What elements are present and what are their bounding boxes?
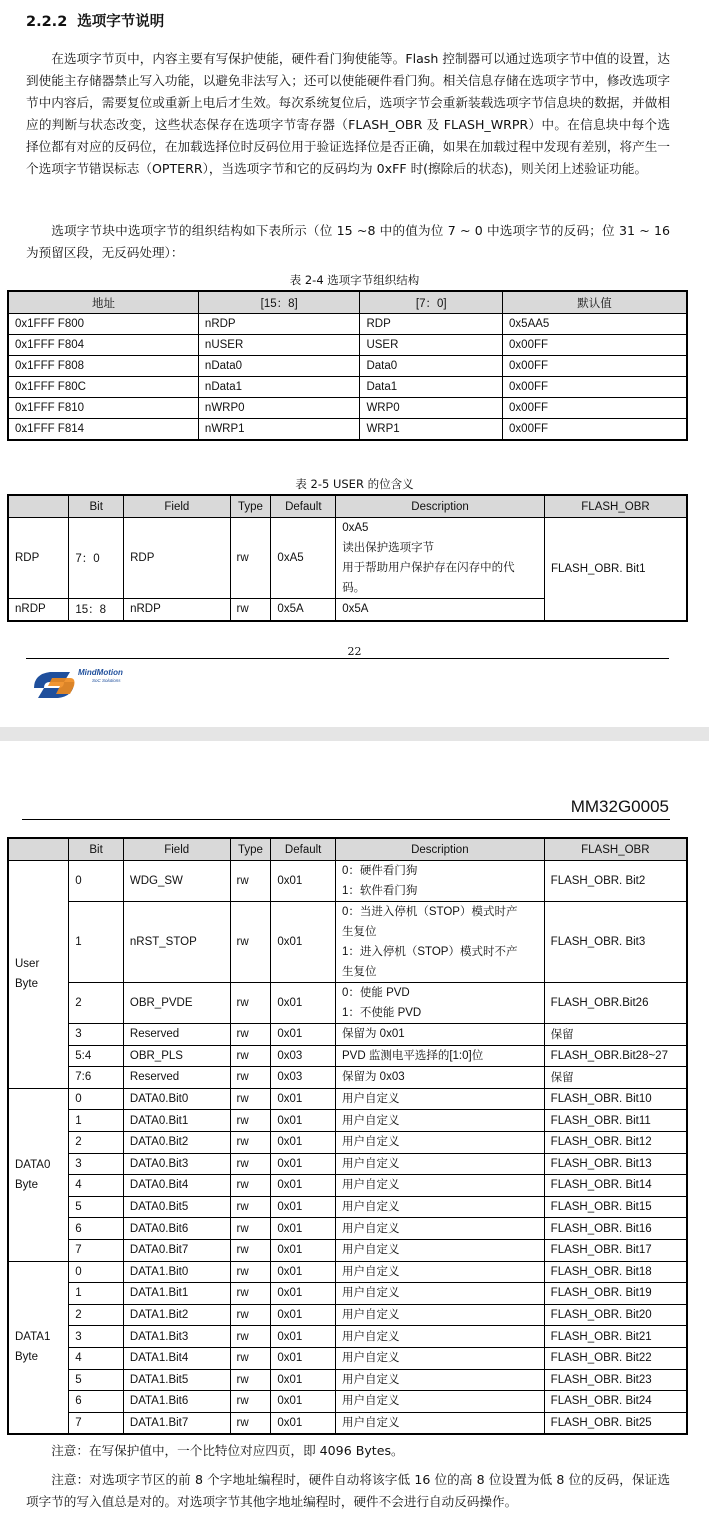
table-cell-default: 0x01 bbox=[271, 1347, 336, 1369]
table-cell-bit: 7 bbox=[69, 1412, 124, 1434]
table-cell-type: rw bbox=[230, 1218, 271, 1240]
table-cell-type: rw bbox=[230, 983, 271, 1024]
footer-rule bbox=[26, 658, 669, 659]
table-cell-bit: 1 bbox=[69, 1283, 124, 1305]
table-cell: nRDP bbox=[198, 314, 360, 335]
table-row bbox=[8, 1153, 687, 1175]
logo-tagline: SoC Solutions bbox=[92, 678, 121, 683]
table-cell-field: DATA0.Bit1 bbox=[123, 1110, 230, 1132]
description-line: 用户自定义 bbox=[341, 1373, 400, 1386]
table-row bbox=[8, 1412, 687, 1434]
table-cell-default: 0x01 bbox=[271, 1369, 336, 1391]
table-3-header: FLASH_OBR bbox=[544, 838, 687, 861]
description-line: 0x5A bbox=[342, 603, 369, 616]
table-cell-description bbox=[335, 1088, 544, 1110]
table-row bbox=[8, 1261, 687, 1283]
table-2-5-caption: 表 2-5 USER 的位含义 bbox=[295, 477, 414, 491]
table-cell-default: 0x01 bbox=[271, 1153, 336, 1175]
table-cell-default: 0x01 bbox=[271, 1088, 336, 1110]
description-line: 读出保护选项字节 bbox=[342, 542, 435, 554]
table-cell-field: nRDP bbox=[124, 599, 230, 621]
table-cell-bit: 7：0 bbox=[69, 518, 124, 599]
table-cell-bit: 4 bbox=[69, 1175, 124, 1197]
table-cell-description bbox=[335, 1391, 544, 1413]
table-cell-description bbox=[335, 1131, 544, 1153]
table-cell-bit: 15：8 bbox=[69, 599, 124, 621]
table-cell: WRP1 bbox=[360, 419, 503, 441]
table-2-4-header: [7：0] bbox=[360, 291, 503, 314]
table-row bbox=[8, 1024, 687, 1046]
description-line: 用户自定义 bbox=[341, 1201, 400, 1214]
table-3-header: Description bbox=[335, 838, 544, 861]
table-cell-bit: 6 bbox=[69, 1391, 124, 1413]
table-cell-description bbox=[335, 1153, 544, 1175]
group-name-line: User bbox=[15, 958, 40, 971]
table-cell-default: 0x01 bbox=[271, 1261, 336, 1283]
table-cell-field: DATA1.Bit7 bbox=[123, 1412, 230, 1434]
table-cell-type: rw bbox=[230, 1196, 271, 1218]
table-cell-field: DATA0.Bit6 bbox=[123, 1218, 230, 1240]
table-row bbox=[8, 1283, 687, 1305]
group-name-line: Byte bbox=[15, 978, 39, 991]
table-cell-bit: 0 bbox=[69, 1088, 124, 1110]
table-row bbox=[8, 377, 687, 398]
table-cell-obr: FLASH_OBR. Bit23 bbox=[544, 1369, 687, 1391]
description-line: 用户自定义 bbox=[341, 1330, 400, 1343]
description-line: 用户自定义 bbox=[341, 1244, 400, 1257]
table-cell-default: 0x01 bbox=[271, 1283, 336, 1305]
table-cell-default: 0x03 bbox=[271, 1045, 336, 1067]
table-cell: 0x00FF bbox=[503, 377, 687, 398]
table-2-4-header: [15：8] bbox=[198, 291, 360, 314]
table-cell-default: 0x01 bbox=[271, 1239, 336, 1261]
description-line: 用户自定义 bbox=[341, 1222, 400, 1235]
table-row bbox=[8, 1175, 687, 1197]
table-cell-description bbox=[335, 1024, 544, 1046]
description-line: 用户自定义 bbox=[341, 1136, 400, 1149]
row-group-cell: nRDP bbox=[8, 599, 69, 621]
table-cell-type: rw bbox=[230, 1304, 271, 1326]
table-row bbox=[8, 1326, 687, 1348]
table-cell-obr: FLASH_OBR. Bit18 bbox=[544, 1261, 687, 1283]
section-heading bbox=[26, 10, 164, 31]
table-cell-type: rw bbox=[230, 1283, 271, 1305]
table-cell: 0x00FF bbox=[503, 398, 687, 419]
description-line: 用户自定义 bbox=[341, 1114, 400, 1127]
table-2-5-header: Description bbox=[336, 495, 545, 518]
table-cell-field: DATA0.Bit5 bbox=[123, 1196, 230, 1218]
table-cell-default: 0x01 bbox=[271, 861, 336, 902]
table-cell-bit: 5 bbox=[69, 1369, 124, 1391]
description-line: PVD 监测电平选择的[1:0]位 bbox=[341, 1049, 484, 1062]
table-cell-description bbox=[335, 1239, 544, 1261]
user-data-bits-table bbox=[7, 837, 688, 1435]
table-cell-bit: 0 bbox=[69, 861, 124, 902]
table-3-header: Default bbox=[271, 838, 336, 861]
table-cell-default: 0x01 bbox=[271, 902, 336, 983]
table-cell-obr: FLASH_OBR. Bit16 bbox=[544, 1218, 687, 1240]
table-row bbox=[8, 1239, 687, 1261]
page-number: 22 bbox=[347, 645, 362, 658]
table-cell-obr: FLASH_OBR.Bit28~27 bbox=[544, 1045, 687, 1067]
table-2-5-header: Default bbox=[271, 495, 336, 518]
description-line: 0：硬件看门狗 bbox=[341, 865, 418, 877]
description-line: 1：软件看门狗 bbox=[341, 885, 418, 897]
table-cell: 0x1FFF F80C bbox=[8, 377, 198, 398]
table-cell-bit: 6 bbox=[69, 1218, 124, 1240]
table-row bbox=[8, 1304, 687, 1326]
section-title: 选项字节说明 bbox=[77, 14, 165, 30]
table-cell: 0x00FF bbox=[503, 419, 687, 441]
table-cell-type: rw bbox=[230, 599, 271, 621]
table-cell: WRP0 bbox=[360, 398, 503, 419]
table-cell-type: rw bbox=[230, 1153, 271, 1175]
description-line: 用户自定义 bbox=[341, 1179, 400, 1192]
table-cell-field: nRST_STOP bbox=[123, 902, 230, 983]
table-cell-bit: 5 bbox=[69, 1196, 124, 1218]
description-line: 0：当进入停机（STOP）模式时产 bbox=[341, 906, 518, 918]
table-cell-type: rw bbox=[230, 1412, 271, 1434]
table-cell-default: 0x01 bbox=[271, 1391, 336, 1413]
description-line: 用户自定义 bbox=[341, 1352, 400, 1365]
table-cell-field: DATA1.Bit0 bbox=[123, 1261, 230, 1283]
description-line: 1：不使能 PVD bbox=[341, 1007, 422, 1019]
table-cell-field: DATA0.Bit3 bbox=[123, 1153, 230, 1175]
table-2-4-header: 地址 bbox=[8, 291, 198, 314]
description-line: 用户自定义 bbox=[341, 1395, 400, 1408]
table-cell-type: rw bbox=[230, 1391, 271, 1413]
table-2-5-header: Type bbox=[230, 495, 271, 518]
table-cell: 0x1FFF F808 bbox=[8, 356, 198, 377]
table-cell-field: DATA1.Bit4 bbox=[123, 1347, 230, 1369]
group-name-line: DATA1 bbox=[15, 1331, 51, 1344]
table-cell-type: rw bbox=[230, 1326, 271, 1348]
table-cell-field: Reserved bbox=[123, 1024, 230, 1046]
table-cell-field: OBR_PVDE bbox=[123, 983, 230, 1024]
table-cell: 0x1FFF F810 bbox=[8, 398, 198, 419]
group-name-line: DATA0 bbox=[15, 1158, 51, 1171]
header-rule bbox=[22, 819, 670, 820]
table-cell-obr: FLASH_OBR. Bit20 bbox=[544, 1304, 687, 1326]
table-cell-bit: 2 bbox=[69, 983, 124, 1024]
note-auto-complement: 注意：对选项字节区的前 8 个字地址编程时，硬件自动将该字低 16 位的高 8 位设置为低 8 位的反码，保证选项字节的写入值总是对的。对选项字节其他字地址编程时，硬件不会进行自动反码操作。 bbox=[26, 1472, 670, 1509]
table-cell-obr: FLASH_OBR.Bit26 bbox=[544, 983, 687, 1024]
table-row bbox=[8, 1369, 687, 1391]
table-cell: USER bbox=[360, 335, 503, 356]
table-cell-obr: FLASH_OBR. Bit15 bbox=[544, 1196, 687, 1218]
table-row bbox=[8, 1131, 687, 1153]
table-cell-bit: 0 bbox=[69, 1261, 124, 1283]
table-cell-bit: 7:6 bbox=[69, 1067, 124, 1089]
table-cell-description bbox=[335, 983, 544, 1024]
table-cell-description bbox=[335, 1261, 544, 1283]
table-cell-default: 0x01 bbox=[271, 1024, 336, 1046]
table-cell: 0x1FFF F800 bbox=[8, 314, 198, 335]
table-3-header: Bit bbox=[69, 838, 124, 861]
description-line: 生复位 bbox=[341, 966, 377, 978]
table-cell-bit: 3 bbox=[69, 1024, 124, 1046]
table-cell-default: 0x5A bbox=[271, 599, 336, 621]
table-cell-obr: FLASH_OBR. Bit21 bbox=[544, 1326, 687, 1348]
table-cell-type: rw bbox=[230, 902, 271, 983]
table-cell-description bbox=[335, 1175, 544, 1197]
table-cell-type: rw bbox=[230, 1110, 271, 1132]
table-cell-obr: FLASH_OBR. Bit13 bbox=[544, 1153, 687, 1175]
table-cell-description bbox=[335, 1067, 544, 1089]
paragraph-structure: 选项字节块中选项字节的组织结构如下表所示（位 15 ~8 中的值为位 7 ~ 0 中选项字节的反码；位 31 ~ 16 为预留区段，无反码处理）： bbox=[26, 223, 670, 260]
table-cell-field: RDP bbox=[124, 518, 230, 599]
table-2-4-caption: 表 2-4 选项字节组织结构 bbox=[289, 273, 420, 287]
table-cell-field: DATA0.Bit4 bbox=[123, 1175, 230, 1197]
table-row bbox=[8, 1045, 687, 1067]
table-cell-description bbox=[335, 1196, 544, 1218]
table-cell-obr: FLASH_OBR. Bit12 bbox=[544, 1131, 687, 1153]
table-cell: nData0 bbox=[198, 356, 360, 377]
table-3-header bbox=[8, 838, 69, 861]
table-cell-field: DATA1.Bit1 bbox=[123, 1283, 230, 1305]
table-cell-default: 0x01 bbox=[271, 1326, 336, 1348]
page-22 bbox=[0, 0, 709, 727]
table-cell-obr: FLASH_OBR. Bit22 bbox=[544, 1347, 687, 1369]
table-cell: 0x5AA5 bbox=[503, 314, 687, 335]
table-cell-bit: 2 bbox=[69, 1131, 124, 1153]
table-cell-field: DATA0.Bit0 bbox=[123, 1088, 230, 1110]
table-cell-field: DATA1.Bit6 bbox=[123, 1391, 230, 1413]
table-cell-description bbox=[335, 1369, 544, 1391]
logo-brand: MindMotion bbox=[78, 668, 123, 677]
table-cell-field: DATA0.Bit7 bbox=[123, 1239, 230, 1261]
table-cell-field: OBR_PLS bbox=[123, 1045, 230, 1067]
option-byte-structure-table bbox=[7, 290, 688, 441]
table-3-header: Type bbox=[230, 838, 271, 861]
table-cell: nWRP0 bbox=[198, 398, 360, 419]
table-cell-obr: FLASH_OBR. Bit24 bbox=[544, 1391, 687, 1413]
description-line: 0：使能 PVD bbox=[341, 987, 410, 999]
table-cell-obr: FLASH_OBR. Bit25 bbox=[544, 1412, 687, 1434]
table-cell-default: 0x01 bbox=[271, 1218, 336, 1240]
table-cell-obr: FLASH_OBR. Bit17 bbox=[544, 1239, 687, 1261]
table-cell-bit: 3 bbox=[69, 1326, 124, 1348]
description-line: 用户自定义 bbox=[341, 1157, 400, 1170]
table-2-4-header: 默认值 bbox=[503, 291, 687, 314]
table-row bbox=[8, 1347, 687, 1369]
table-cell-description bbox=[335, 861, 544, 902]
table-cell: nUSER bbox=[198, 335, 360, 356]
page-separator bbox=[0, 727, 709, 741]
table-row bbox=[8, 902, 687, 983]
table-row bbox=[8, 1218, 687, 1240]
table-cell-description bbox=[335, 1412, 544, 1434]
table-cell-default: 0x03 bbox=[271, 1067, 336, 1089]
table-cell: 0x00FF bbox=[503, 356, 687, 377]
table-cell-type: rw bbox=[230, 1347, 271, 1369]
table-cell-field: DATA1.Bit3 bbox=[123, 1326, 230, 1348]
table-row bbox=[8, 1067, 687, 1089]
table-cell-obr: FLASH_OBR. Bit2 bbox=[544, 861, 687, 902]
row-group-cell bbox=[8, 1088, 69, 1261]
table-cell-description bbox=[335, 1326, 544, 1348]
table-row bbox=[8, 1391, 687, 1413]
table-cell-bit: 7 bbox=[69, 1239, 124, 1261]
table-row bbox=[8, 1088, 687, 1110]
table-cell-field: DATA0.Bit2 bbox=[123, 1131, 230, 1153]
group-name-line: Byte bbox=[15, 1351, 39, 1364]
table-cell: nWRP1 bbox=[198, 419, 360, 441]
table-cell-description bbox=[336, 518, 545, 599]
description-line: 用于帮助用户保护存在闪存中的代 bbox=[342, 562, 515, 574]
description-line: 用户自定义 bbox=[341, 1309, 400, 1322]
description-line: 保留为 0x03 bbox=[341, 1071, 405, 1084]
table-2-5-header: Field bbox=[124, 495, 230, 518]
table-cell: Data0 bbox=[360, 356, 503, 377]
description-line: 用户自定义 bbox=[341, 1093, 400, 1106]
table-2-5-header bbox=[8, 495, 69, 518]
table-cell-type: rw bbox=[230, 1045, 271, 1067]
description-line: 用户自定义 bbox=[341, 1287, 400, 1300]
table-row bbox=[8, 518, 687, 599]
table-cell-obr: 保留 bbox=[544, 1024, 687, 1046]
table-cell-type: rw bbox=[230, 1024, 271, 1046]
table-cell-field: DATA1.Bit5 bbox=[123, 1369, 230, 1391]
table-cell-description bbox=[336, 599, 545, 621]
description-line: 保留为 0x01 bbox=[341, 1028, 405, 1041]
table-row bbox=[8, 1110, 687, 1132]
table-cell-description bbox=[335, 1283, 544, 1305]
table-cell-type: rw bbox=[230, 1131, 271, 1153]
table-cell-default: 0x01 bbox=[271, 1304, 336, 1326]
section-number: 2.2.2 bbox=[26, 14, 68, 30]
table-cell-obr: FLASH_OBR. Bit10 bbox=[544, 1088, 687, 1110]
table-cell-default: 0x01 bbox=[271, 983, 336, 1024]
description-line: 用户自定义 bbox=[341, 1416, 400, 1429]
table-2-5-header: FLASH_OBR bbox=[544, 495, 687, 518]
table-row bbox=[8, 419, 687, 441]
description-line: 生复位 bbox=[341, 926, 377, 938]
user-bits-table bbox=[7, 494, 688, 622]
table-row bbox=[8, 1196, 687, 1218]
table-cell-obr: FLASH_OBR. Bit3 bbox=[544, 902, 687, 983]
table-cell-description bbox=[335, 1045, 544, 1067]
table-cell-description bbox=[335, 1347, 544, 1369]
mindmotion-logo bbox=[30, 664, 140, 706]
table-cell: 0x1FFF F804 bbox=[8, 335, 198, 356]
table-cell-field: WDG_SW bbox=[123, 861, 230, 902]
table-row bbox=[8, 335, 687, 356]
table-cell-type: rw bbox=[230, 1261, 271, 1283]
table-cell-bit: 4 bbox=[69, 1347, 124, 1369]
table-cell-bit: 1 bbox=[69, 902, 124, 983]
table-cell: 0x1FFF F814 bbox=[8, 419, 198, 441]
description-line: 0xA5 bbox=[342, 522, 369, 534]
table-cell-bit: 1 bbox=[69, 1110, 124, 1132]
table-cell-default: 0x01 bbox=[271, 1131, 336, 1153]
table-cell-obr: FLASH_OBR. Bit19 bbox=[544, 1283, 687, 1305]
table-row bbox=[8, 356, 687, 377]
row-group-cell: RDP bbox=[8, 518, 69, 599]
table-row bbox=[8, 314, 687, 335]
table-cell-description bbox=[335, 1218, 544, 1240]
table-cell-field: Reserved bbox=[123, 1067, 230, 1089]
table-cell-default: 0x01 bbox=[271, 1110, 336, 1132]
description-line: 1：进入停机（STOP）模式时不产 bbox=[341, 946, 518, 958]
description-line: 码。 bbox=[342, 582, 366, 594]
table-cell-description bbox=[335, 1304, 544, 1326]
table-cell-obr: 保留 bbox=[544, 1067, 687, 1089]
table-cell-bit: 2 bbox=[69, 1304, 124, 1326]
table-cell-default: 0x01 bbox=[271, 1412, 336, 1434]
table-cell: RDP bbox=[360, 314, 503, 335]
note-write-protect: 注意：在写保护值中，一个比特位对应四页，即 4096 Bytes。 bbox=[51, 1443, 404, 1458]
row-group-cell bbox=[8, 861, 69, 1089]
table-cell: 0x00FF bbox=[503, 335, 687, 356]
description-line: 用户自定义 bbox=[341, 1265, 400, 1278]
table-cell-type: rw bbox=[230, 1369, 271, 1391]
table-cell: nData1 bbox=[198, 377, 360, 398]
table-cell-type: rw bbox=[230, 861, 271, 902]
table-cell-bit: 5:4 bbox=[69, 1045, 124, 1067]
table-cell-obr: FLASH_OBR. Bit1 bbox=[544, 518, 687, 621]
table-row bbox=[8, 861, 687, 902]
table-row bbox=[8, 398, 687, 419]
table-cell-default: 0x01 bbox=[271, 1196, 336, 1218]
paragraph-intro: 在选项字节页中，内容主要有写保护使能，硬件看门狗使能等。Flash 控制器可以通过选项字节中值的设置，达到使能主存储器禁止写入功能，以避免非法写入；还可以使能硬件看门狗。相关信息存储在选项字节中，修改选项字节中内容后，需要复位或重新上电后才生效。每次系统复位后，选项字节会重新装载选项字节信息块的数据，并做相应的判断与状态改变，这些状态保存在选项字节寄存器（FLASH_OBR 及 FLASH_WRPR）中。在信息块中每个选择位都有对应的反码位，在加载选择位时反码位用于验证选择位是否正确，如果在加载过程中发现有差别，将产生一个选项字节错误标志（OPTERR），当选项字节和它的反码均为 0xFF 时(擦除后的状态)，则关闭上述验证功能。 bbox=[26, 51, 670, 176]
table-cell-bit: 3 bbox=[69, 1153, 124, 1175]
row-group-cell bbox=[8, 1261, 69, 1434]
table-cell-description bbox=[335, 902, 544, 983]
table-2-5-header: Bit bbox=[69, 495, 124, 518]
table-cell-default: 0x01 bbox=[271, 1175, 336, 1197]
table-cell-obr: FLASH_OBR. Bit11 bbox=[544, 1110, 687, 1132]
table-cell-type: rw bbox=[230, 1239, 271, 1261]
table-cell-type: rw bbox=[230, 518, 271, 599]
table-cell-type: rw bbox=[230, 1067, 271, 1089]
table-cell-description bbox=[335, 1110, 544, 1132]
table-cell-type: rw bbox=[230, 1088, 271, 1110]
table-row bbox=[8, 983, 687, 1024]
table-cell-field: DATA1.Bit2 bbox=[123, 1304, 230, 1326]
table-cell: Data1 bbox=[360, 377, 503, 398]
table-cell-default: 0xA5 bbox=[271, 518, 336, 599]
group-name-line: Byte bbox=[15, 1178, 39, 1191]
table-cell-type: rw bbox=[230, 1175, 271, 1197]
table-cell-obr: FLASH_OBR. Bit14 bbox=[544, 1175, 687, 1197]
table-3-header: Field bbox=[123, 838, 230, 861]
document-id: MM32G0005 bbox=[570, 797, 669, 816]
